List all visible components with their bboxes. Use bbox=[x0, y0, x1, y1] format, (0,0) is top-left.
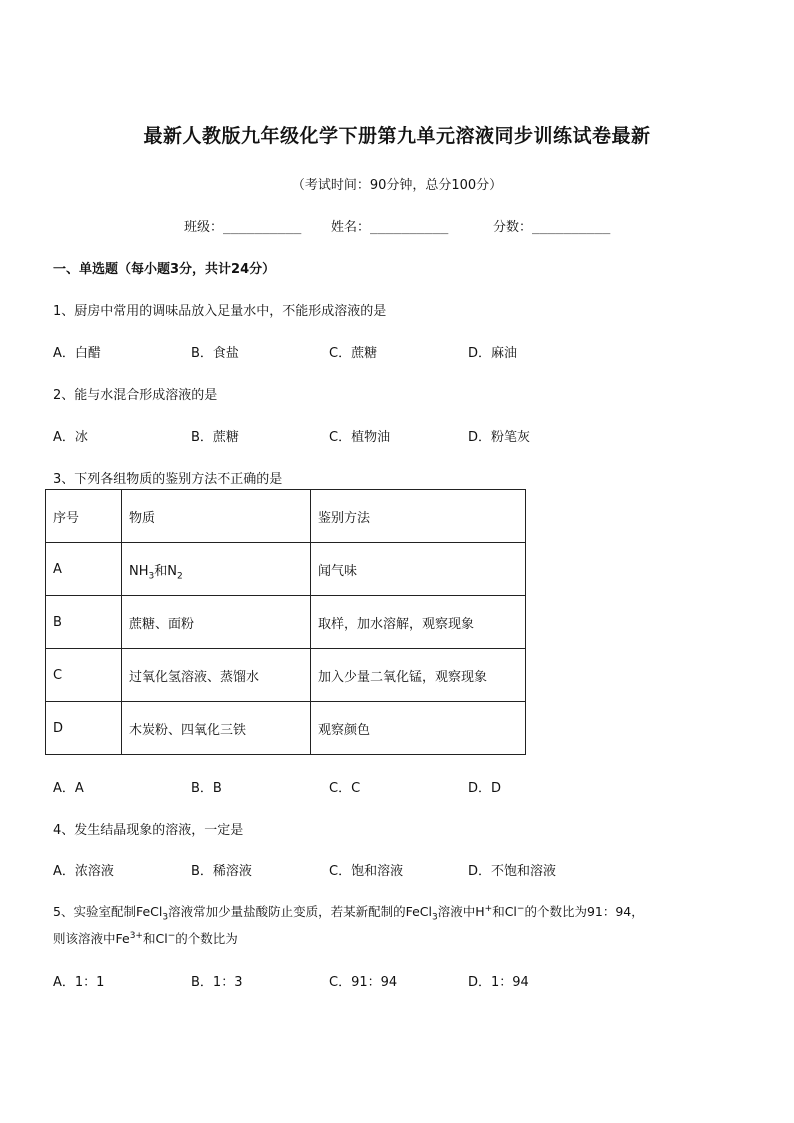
q5-option-d: D．1：94 bbox=[468, 975, 529, 990]
score-field bbox=[493, 216, 610, 235]
q3-option-c: C．C bbox=[329, 781, 361, 796]
exam-time-note: （考试时间：90分钟，总分100分） bbox=[291, 178, 503, 193]
table-header-row bbox=[46, 490, 526, 543]
q4-option-c: C．饱和溶液 bbox=[329, 864, 404, 879]
question-3-stem: 3、下列各组物质的鉴别方法不正确的是 bbox=[53, 472, 283, 487]
question-1-stem: 1、厨房中常用的调味品放入足量水中，不能形成溶液的是 bbox=[53, 304, 387, 319]
page-title: 最新人教版九年级化学下册第九单元溶液同步训练试卷最新 bbox=[143, 125, 651, 147]
table-row bbox=[46, 596, 526, 649]
table-row bbox=[46, 649, 526, 702]
row-substance: 木炭粉、四氧化三铁 bbox=[122, 702, 311, 755]
class-field bbox=[184, 216, 301, 235]
q4-option-b: B．稀溶液 bbox=[191, 864, 252, 879]
row-id: D bbox=[46, 702, 122, 755]
row-substance: 蔗糖、面粉 bbox=[122, 596, 311, 649]
q2-option-c: C．植物油 bbox=[329, 430, 391, 445]
question-5-stem-line1: 5、实验室配制FeCl$_3$溶液常加少量盐酸防止变质，若某新配制的FeCl$_3$溶液中H+和Cl−的个数比为91：94， bbox=[53, 903, 644, 923]
q5-option-a: A．1：1 bbox=[53, 975, 105, 990]
header-substance: 物质 bbox=[122, 490, 311, 543]
q2-option-a: A．冰 bbox=[53, 430, 88, 445]
class-blank: __________ bbox=[223, 220, 302, 235]
row-id: B bbox=[46, 596, 122, 649]
q3-option-b: B．B bbox=[191, 781, 222, 796]
q1-option-c: C．蔗糖 bbox=[329, 346, 378, 361]
section-heading: 一、单选题（每小题3分，共计24分） bbox=[53, 262, 276, 277]
q1-option-a: A．白醋 bbox=[53, 346, 101, 361]
name-label: 姓名： bbox=[331, 220, 371, 235]
name-field bbox=[331, 216, 448, 235]
table-row bbox=[46, 543, 526, 596]
row-method: 加入少量二氧化锰，观察现象 bbox=[311, 649, 526, 702]
q3-option-a: A．A bbox=[53, 781, 84, 796]
row-id: A bbox=[46, 543, 122, 596]
q1-option-b: B．食盐 bbox=[191, 346, 239, 361]
question-5-stem-line2: 则该溶液中$Fe^{3+}$和Cl−的个数比为 bbox=[53, 930, 238, 946]
q2-option-d: D．粉笔灰 bbox=[468, 430, 531, 445]
identification-table bbox=[45, 489, 526, 755]
q5-option-b: B．1：3 bbox=[191, 975, 243, 990]
question-2-stem: 2、能与水混合形成溶液的是 bbox=[53, 388, 218, 403]
row-substance: $NH_3$和$N_2$ bbox=[122, 543, 311, 596]
row-substance: 过氧化氢溶液、蒸馏水 bbox=[122, 649, 311, 702]
name-blank: __________ bbox=[370, 220, 449, 235]
score-blank: __________ bbox=[532, 220, 611, 235]
q3-option-d: D．D bbox=[468, 781, 502, 796]
header-index: 序号 bbox=[46, 490, 122, 543]
q4-option-d: D．不饱和溶液 bbox=[468, 864, 557, 879]
q4-option-a: A．浓溶液 bbox=[53, 864, 114, 879]
question-4-stem: 4、发生结晶现象的溶液，一定是 bbox=[53, 823, 244, 838]
score-label: 分数： bbox=[493, 220, 533, 235]
row-method: 闻气味 bbox=[311, 543, 526, 596]
header-method: 鉴别方法 bbox=[311, 490, 526, 543]
q5-option-c: C．91：94 bbox=[329, 975, 398, 990]
class-label: 班级： bbox=[184, 220, 224, 235]
q2-option-b: B．蔗糖 bbox=[191, 430, 239, 445]
row-method: 取样，加水溶解，观察现象 bbox=[311, 596, 526, 649]
table-row bbox=[46, 702, 526, 755]
row-method: 观察颜色 bbox=[311, 702, 526, 755]
q1-option-d: D．麻油 bbox=[468, 346, 518, 361]
row-id: C bbox=[46, 649, 122, 702]
